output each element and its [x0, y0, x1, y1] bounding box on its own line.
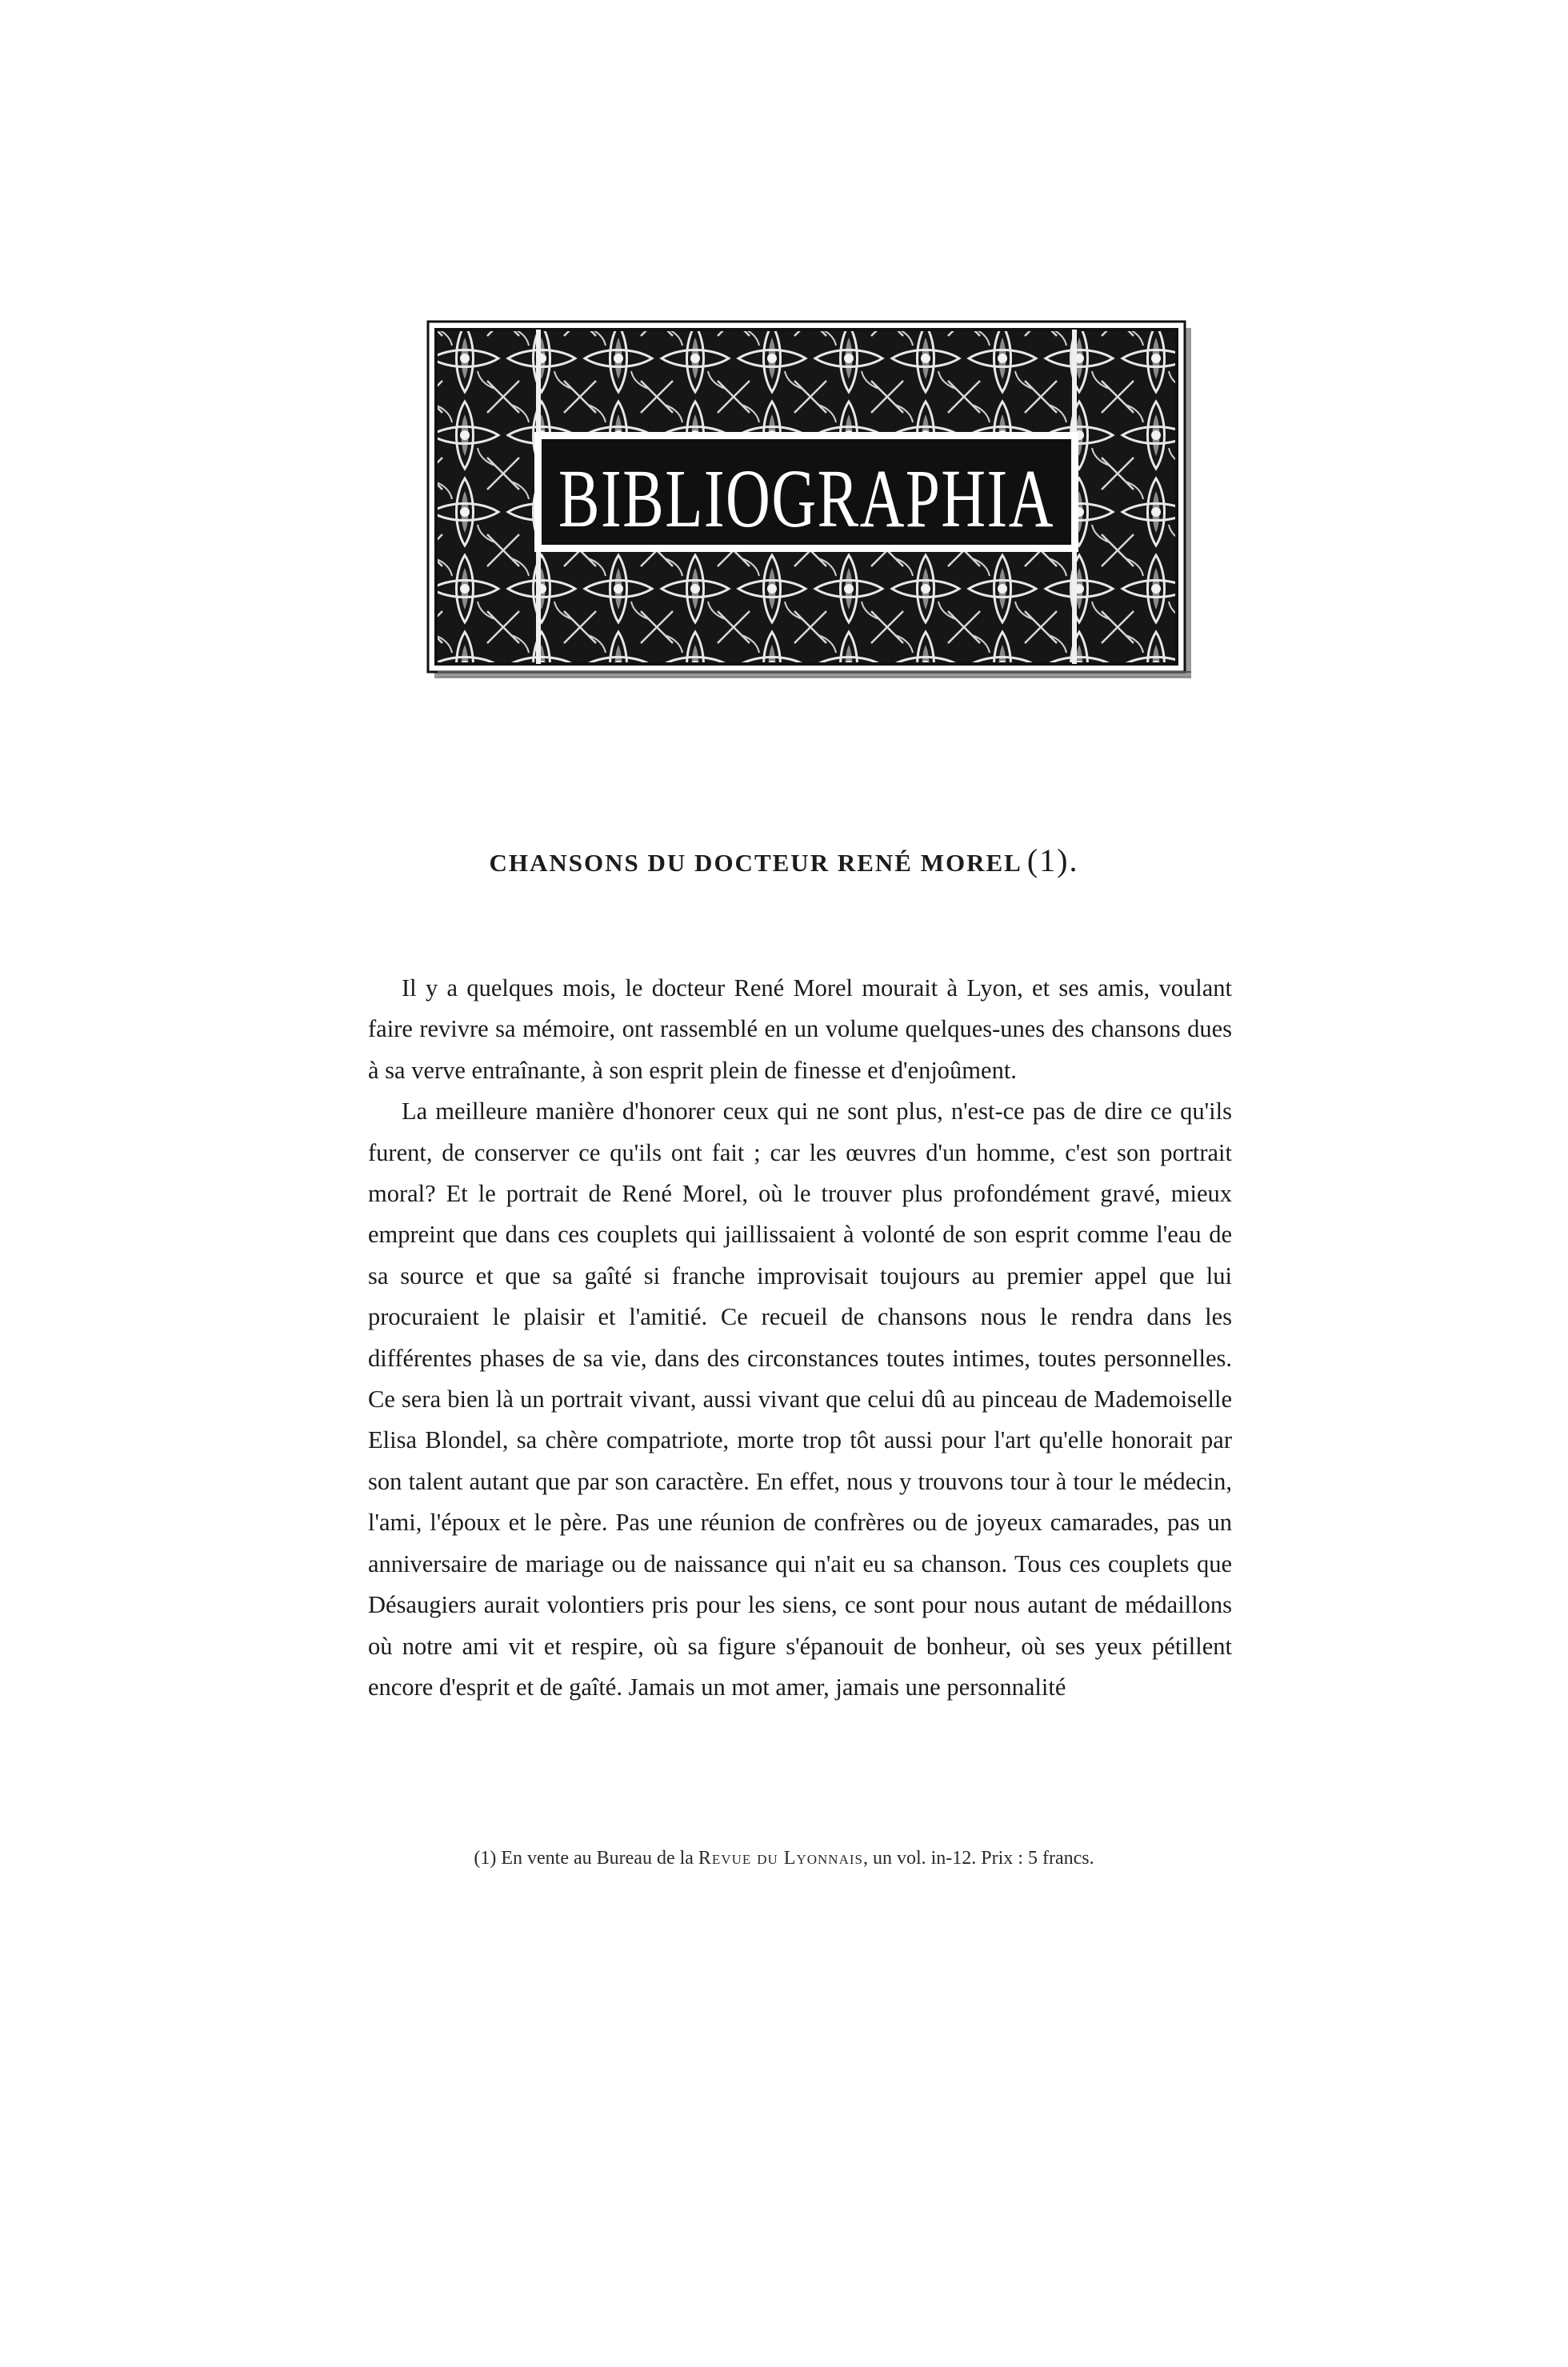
bibliographia-banner [426, 320, 1197, 684]
footnote-reference: (1). [1026, 842, 1079, 878]
footnote-prefix: (1) En vente au Bureau de la [474, 1848, 694, 1869]
paragraph: La meilleure manière d'honorer ceux qui ne sont plus, n'est-ce pas de dire ce qu'ils furent, de conserver ce qu'ils ont fait ; car les œuvres d'un homme, c'est son portrait moral? Et le portrait de René Morel, où le trouver plus profondément gravé, mieux empreint que dans ces couplets qui jaillissaient à volonté de son esprit comme l'eau de sa source et que sa gaîté si franche improvisait toujours au premier appel que lui procuraient le plaisir et l'amitié. Ce recueil de chansons nous le rendra dans les différentes phases de sa vie, dans des circonstances toutes intimes, toutes personnelles. Ce sera bien là un portrait vivant, aussi vivant que celui dû au pinceau de Mademoiselle Elisa Blondel, sa chère compatriote, morte trop tôt aussi pour l'art qu'elle honorait par son talent autant que par son caractère. En effet, nous y trouvons tour à tour le médecin, l'ami, l'époux et le père. Pas une réunion de confrères ou de joyeux camarades, pas un anniversaire de mariage ou de naissance qui n'ait eu sa chanson. Tous ces couplets que Désaugiers aurait volontiers pris pour les siens, ce sont pour nous autant de médaillons où notre ami vit et respire, où sa figure s'épanouit de bonheur, où ses yeux pétillent encore d'esprit et de gaîté. Jamais un mot amer, jamais une personnalité [368, 1098, 1232, 1701]
footnote [0, 1848, 1568, 1869]
article-title [0, 842, 1568, 879]
banner-ornament [426, 320, 1197, 684]
footnote-suffix: , un vol. in-12. Prix : 5 francs. [862, 1848, 1094, 1869]
article-body [368, 968, 1232, 1708]
banner-title: BIBLIOGRAPHIA [558, 453, 1054, 545]
footnote-journal: Revue du Lyonnais [698, 1848, 863, 1869]
article-title-text: CHANSONS DU DOCTEUR RENÉ MOREL [489, 849, 1022, 877]
paragraph: Il y a quelques mois, le docteur René Morel mourait à Lyon, et ses amis, voulant faire revivre sa mémoire, ont rassemblé en un volume quelques-unes des chansons dues à sa verve entraînante, à son esprit plein de finesse et d'enjoûment. [368, 974, 1232, 1084]
